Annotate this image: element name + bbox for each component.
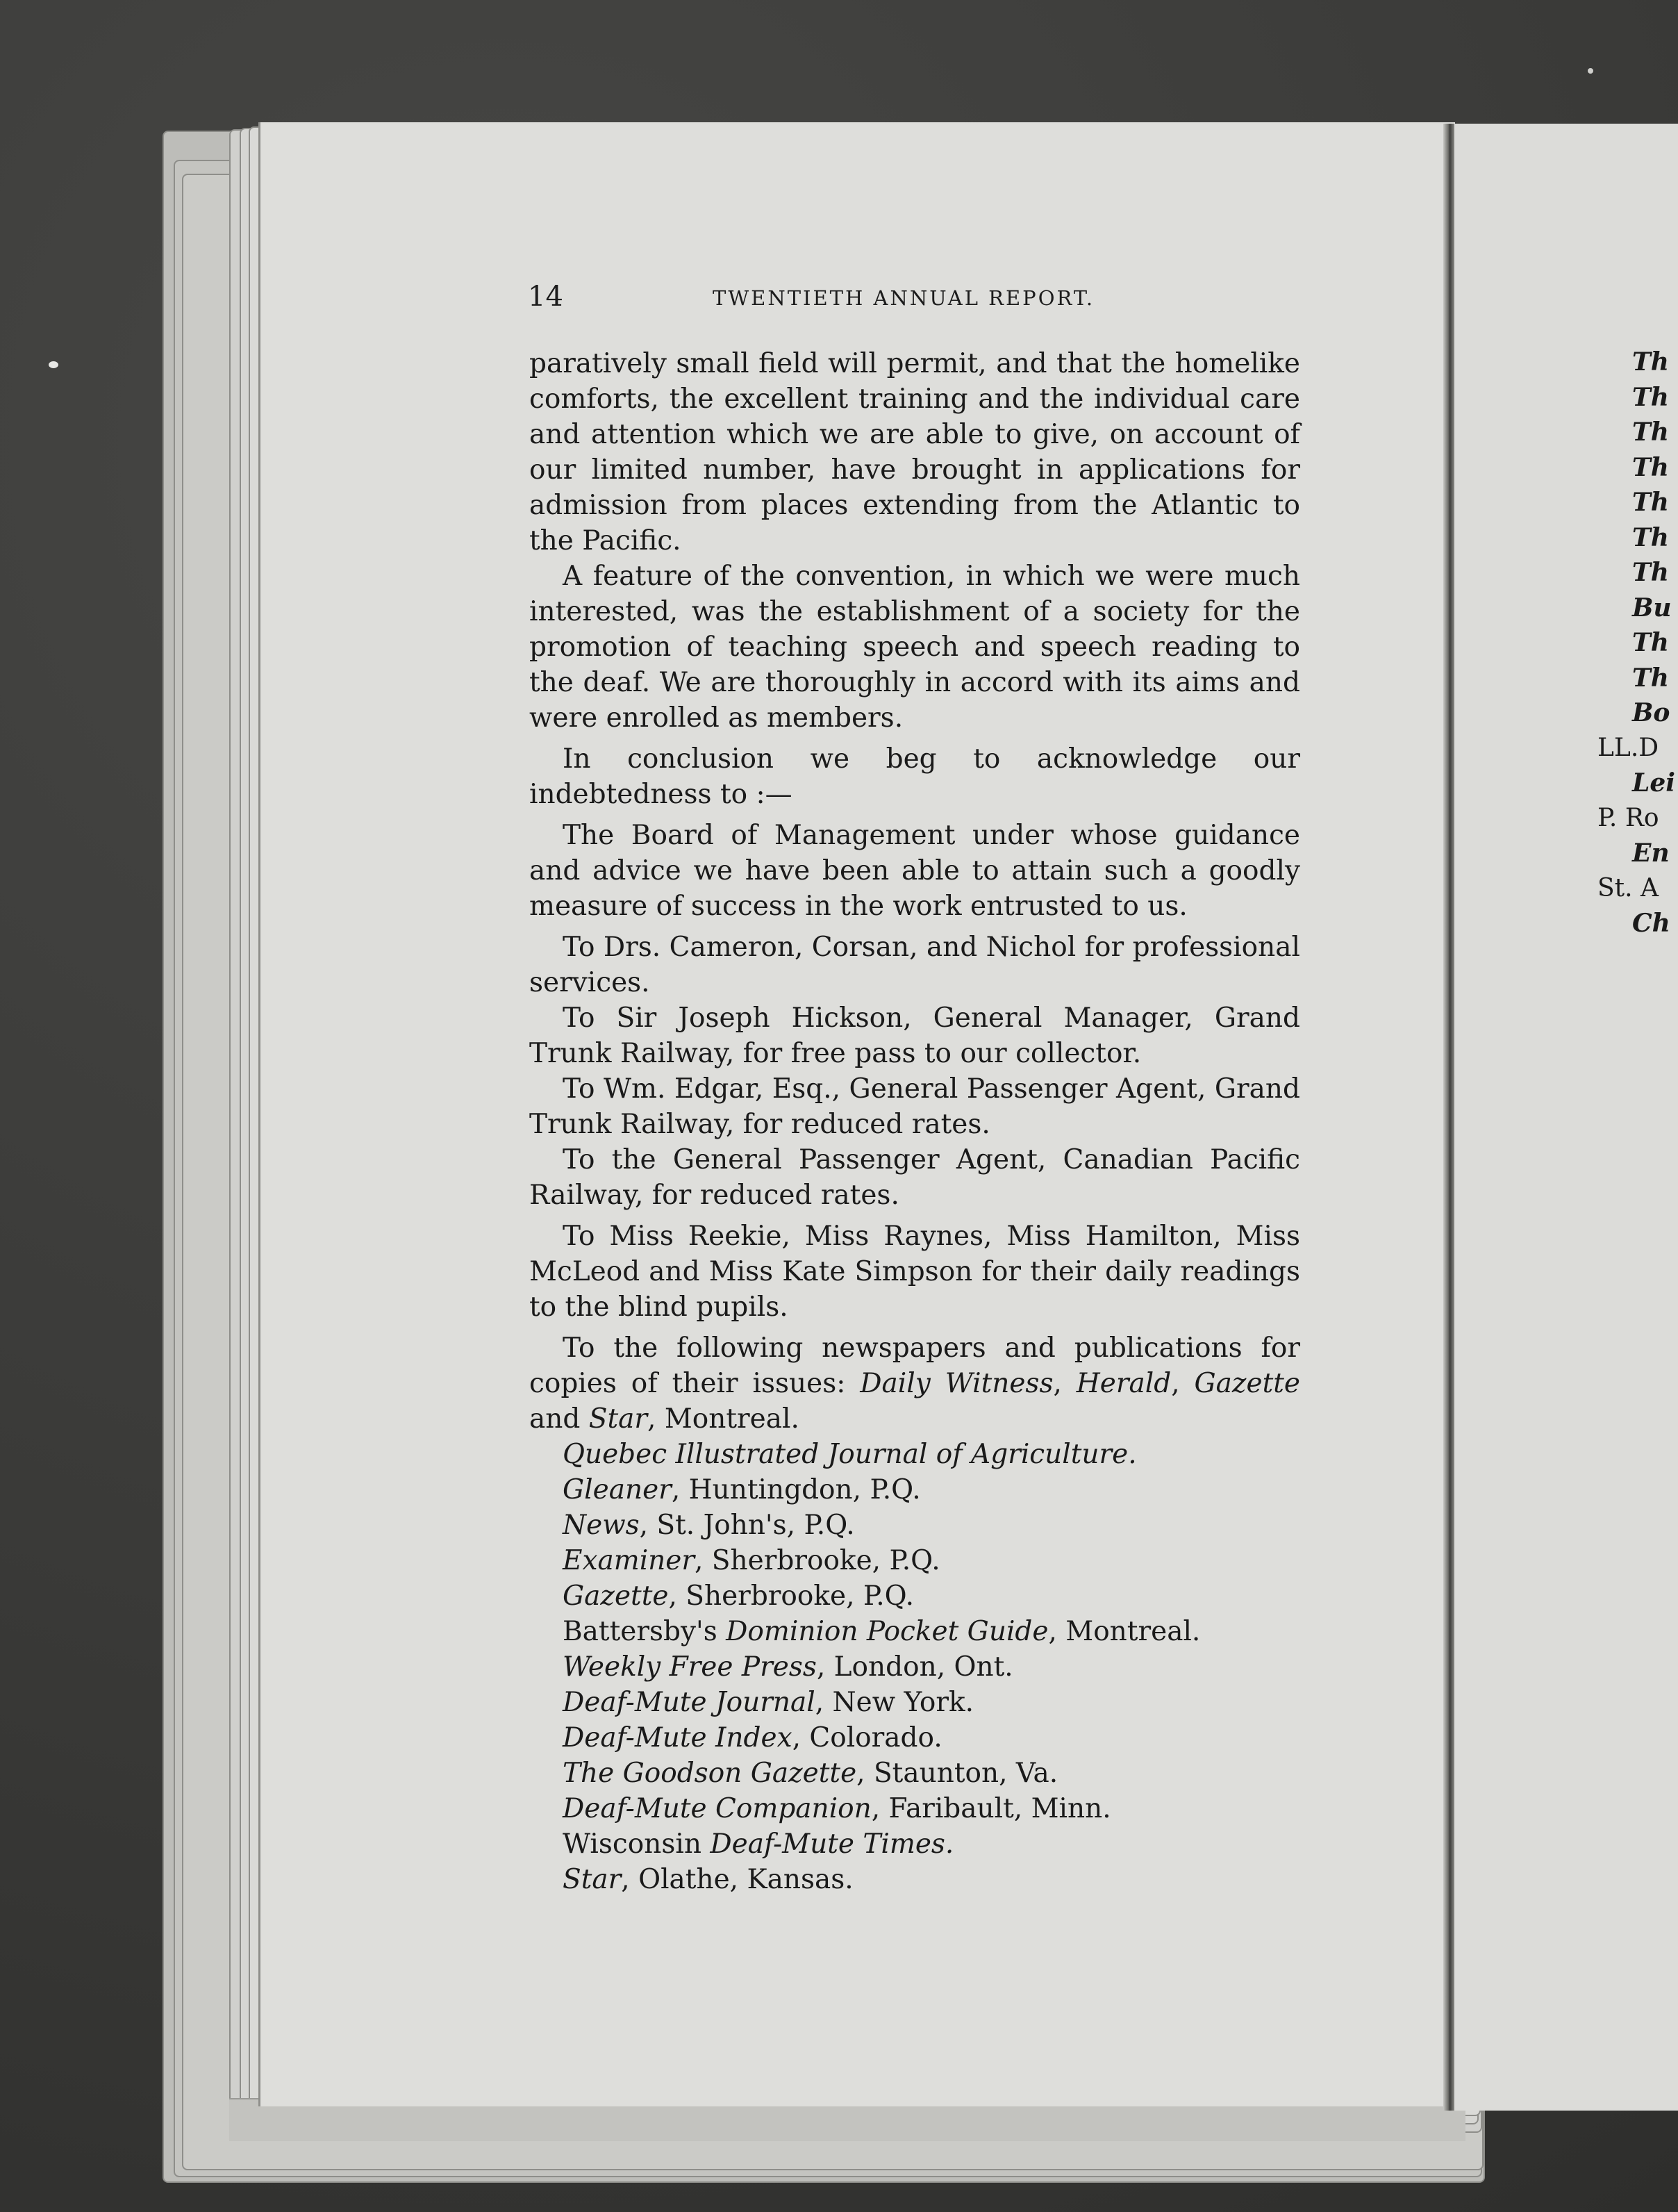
- publication-title: Quebec Illustrated Journal of Agriculture.: [563, 1439, 1137, 1470]
- publication-item: [529, 1508, 1300, 1543]
- publication-place: , Olathe, Kansas.: [621, 1864, 854, 1895]
- paragraph: To Miss Reekie, Miss Raynes, Miss Hamilton, Miss McLeod and Miss Kate Simpson for their daily readings to the blind pupils.: [529, 1221, 1300, 1323]
- publication-title: News: [563, 1510, 640, 1541]
- publication-place: , London, Ont.: [816, 1651, 1013, 1683]
- right-page-line: Lei: [1632, 768, 1675, 798]
- paragraph: A feature of the convention, in which we were much interested, was the establishment of a society for the promotion of teaching speech and speech reading to the deaf. We are thoroughly in accord with its aims and were enrolled as members.: [529, 561, 1300, 734]
- publication-title: Gleaner: [563, 1474, 672, 1505]
- publication-place: , Faribault, Minn.: [871, 1793, 1111, 1824]
- publication-item: [529, 1472, 1300, 1508]
- paragraph: The Board of Management under whose guidance and advice we have been able to attain such a goodly measure of success in the work entrusted to us.: [529, 820, 1300, 922]
- publication-title: Dominion Pocket Guide: [726, 1616, 1049, 1647]
- right-page-line: Th: [1632, 488, 1669, 517]
- right-page-line: Bo: [1632, 698, 1670, 727]
- right-page-line: P. Ro: [1597, 803, 1659, 832]
- publication-title: Deaf-Mute Companion: [563, 1793, 872, 1824]
- publication-item: [529, 1578, 1300, 1614]
- publication-title: Star: [588, 1403, 648, 1435]
- publication-item: [529, 1756, 1300, 1791]
- right-page-line: Th: [1632, 628, 1669, 657]
- publication-item: [529, 1614, 1300, 1649]
- intro-text: To the following newspapers and publications for copies of their issues:: [529, 1332, 1300, 1399]
- dust-speck: [1588, 68, 1593, 74]
- publication-list: [529, 1437, 1300, 1897]
- publication-item: [529, 1649, 1300, 1685]
- right-page-text: [1597, 345, 1678, 941]
- publication-title: Deaf-Mute Times.: [710, 1829, 954, 1860]
- publication-prefix: Wisconsin: [563, 1829, 711, 1860]
- right-page-line: Th: [1632, 382, 1669, 412]
- publication-item: [529, 1826, 1300, 1862]
- right-page-line: Th: [1632, 663, 1669, 693]
- publication-item: [529, 1437, 1300, 1472]
- publication-item: [529, 1791, 1300, 1826]
- right-page-line: St. A: [1597, 873, 1659, 902]
- paragraph: In conclusion we beg to acknowledge our indebtedness to :—: [529, 743, 1300, 810]
- publication-place: , Staunton, Va.: [856, 1758, 1058, 1789]
- publication-prefix: Battersby's: [563, 1616, 726, 1647]
- book-gutter: [1443, 124, 1454, 2111]
- right-page-line: En: [1632, 839, 1670, 868]
- right-page-line: LL.D: [1597, 733, 1659, 762]
- conjunction: and: [529, 1403, 581, 1435]
- publication-place: , Sherbrooke, P.Q.: [668, 1580, 915, 1612]
- publication-place: , New York.: [815, 1687, 974, 1718]
- right-page-line: Ch: [1632, 909, 1670, 938]
- paragraph: To the General Passenger Agent, Canadian Pacific Railway, for reduced rates.: [529, 1144, 1300, 1211]
- right-page-line: Th: [1632, 522, 1669, 552]
- publication-place: , Sherbrooke, P.Q.: [695, 1545, 940, 1576]
- newspapers-intro: To the following newspapers and publications for copies of their issues: Daily Witness, Herald, Gazette and Star, Montreal.: [529, 1332, 1300, 1435]
- right-page-line: Th: [1632, 347, 1669, 377]
- right-page-line: Th: [1632, 418, 1669, 447]
- right-page-line: Th: [1632, 558, 1669, 587]
- publication-title: Weekly Free Press: [563, 1651, 817, 1683]
- publication-item: [529, 1720, 1300, 1756]
- paragraph: To Sir Joseph Hickson, General Manager, Grand Trunk Railway, for free pass to our collector.: [529, 1002, 1300, 1069]
- right-page-line: Bu: [1632, 593, 1672, 622]
- publication-place: , Huntingdon, P.Q.: [671, 1474, 921, 1505]
- publication-item: [529, 1862, 1300, 1897]
- body-text: [529, 346, 1300, 1897]
- publication-title: Gazette: [1194, 1368, 1300, 1399]
- publication-item: [529, 1543, 1300, 1578]
- paragraph: To Wm. Edgar, Esq., General Passenger Agent, Grand Trunk Railway, for reduced rates.: [529, 1073, 1300, 1140]
- publication-title: Gazette: [563, 1580, 669, 1612]
- publication-title: Deaf-Mute Index: [563, 1722, 792, 1753]
- paragraph: To Drs. Cameron, Corsan, and Nichol for professional services.: [529, 932, 1300, 998]
- publication-title: The Goodson Gazette: [563, 1758, 857, 1789]
- page-number: 14: [528, 281, 563, 313]
- running-head: TWENTIETH ANNUAL REPORT.: [713, 286, 1095, 310]
- publication-place: , St. John's, P.Q.: [639, 1510, 855, 1541]
- dust-speck: [49, 361, 58, 368]
- publication-place: , Montreal.: [1048, 1616, 1201, 1647]
- publication-title: Herald: [1076, 1368, 1172, 1399]
- right-page-line: Th: [1632, 452, 1669, 482]
- publication-title: Star: [563, 1864, 622, 1895]
- publication-title: Examiner: [563, 1545, 695, 1576]
- publication-title: Deaf-Mute Journal: [563, 1687, 815, 1718]
- publication-place: , Colorado.: [792, 1722, 942, 1753]
- publication-item: [529, 1685, 1300, 1720]
- paragraph: paratively small field will permit, and that the homelike comforts, the excellent training and the individual care and attention which we are able to give, on account of our limited number, have brought in applications for admission from places extending from the Atlantic to the Pacific.: [529, 348, 1300, 556]
- publication-title: Daily Witness: [860, 1368, 1054, 1399]
- publication-place: , Montreal.: [647, 1403, 799, 1435]
